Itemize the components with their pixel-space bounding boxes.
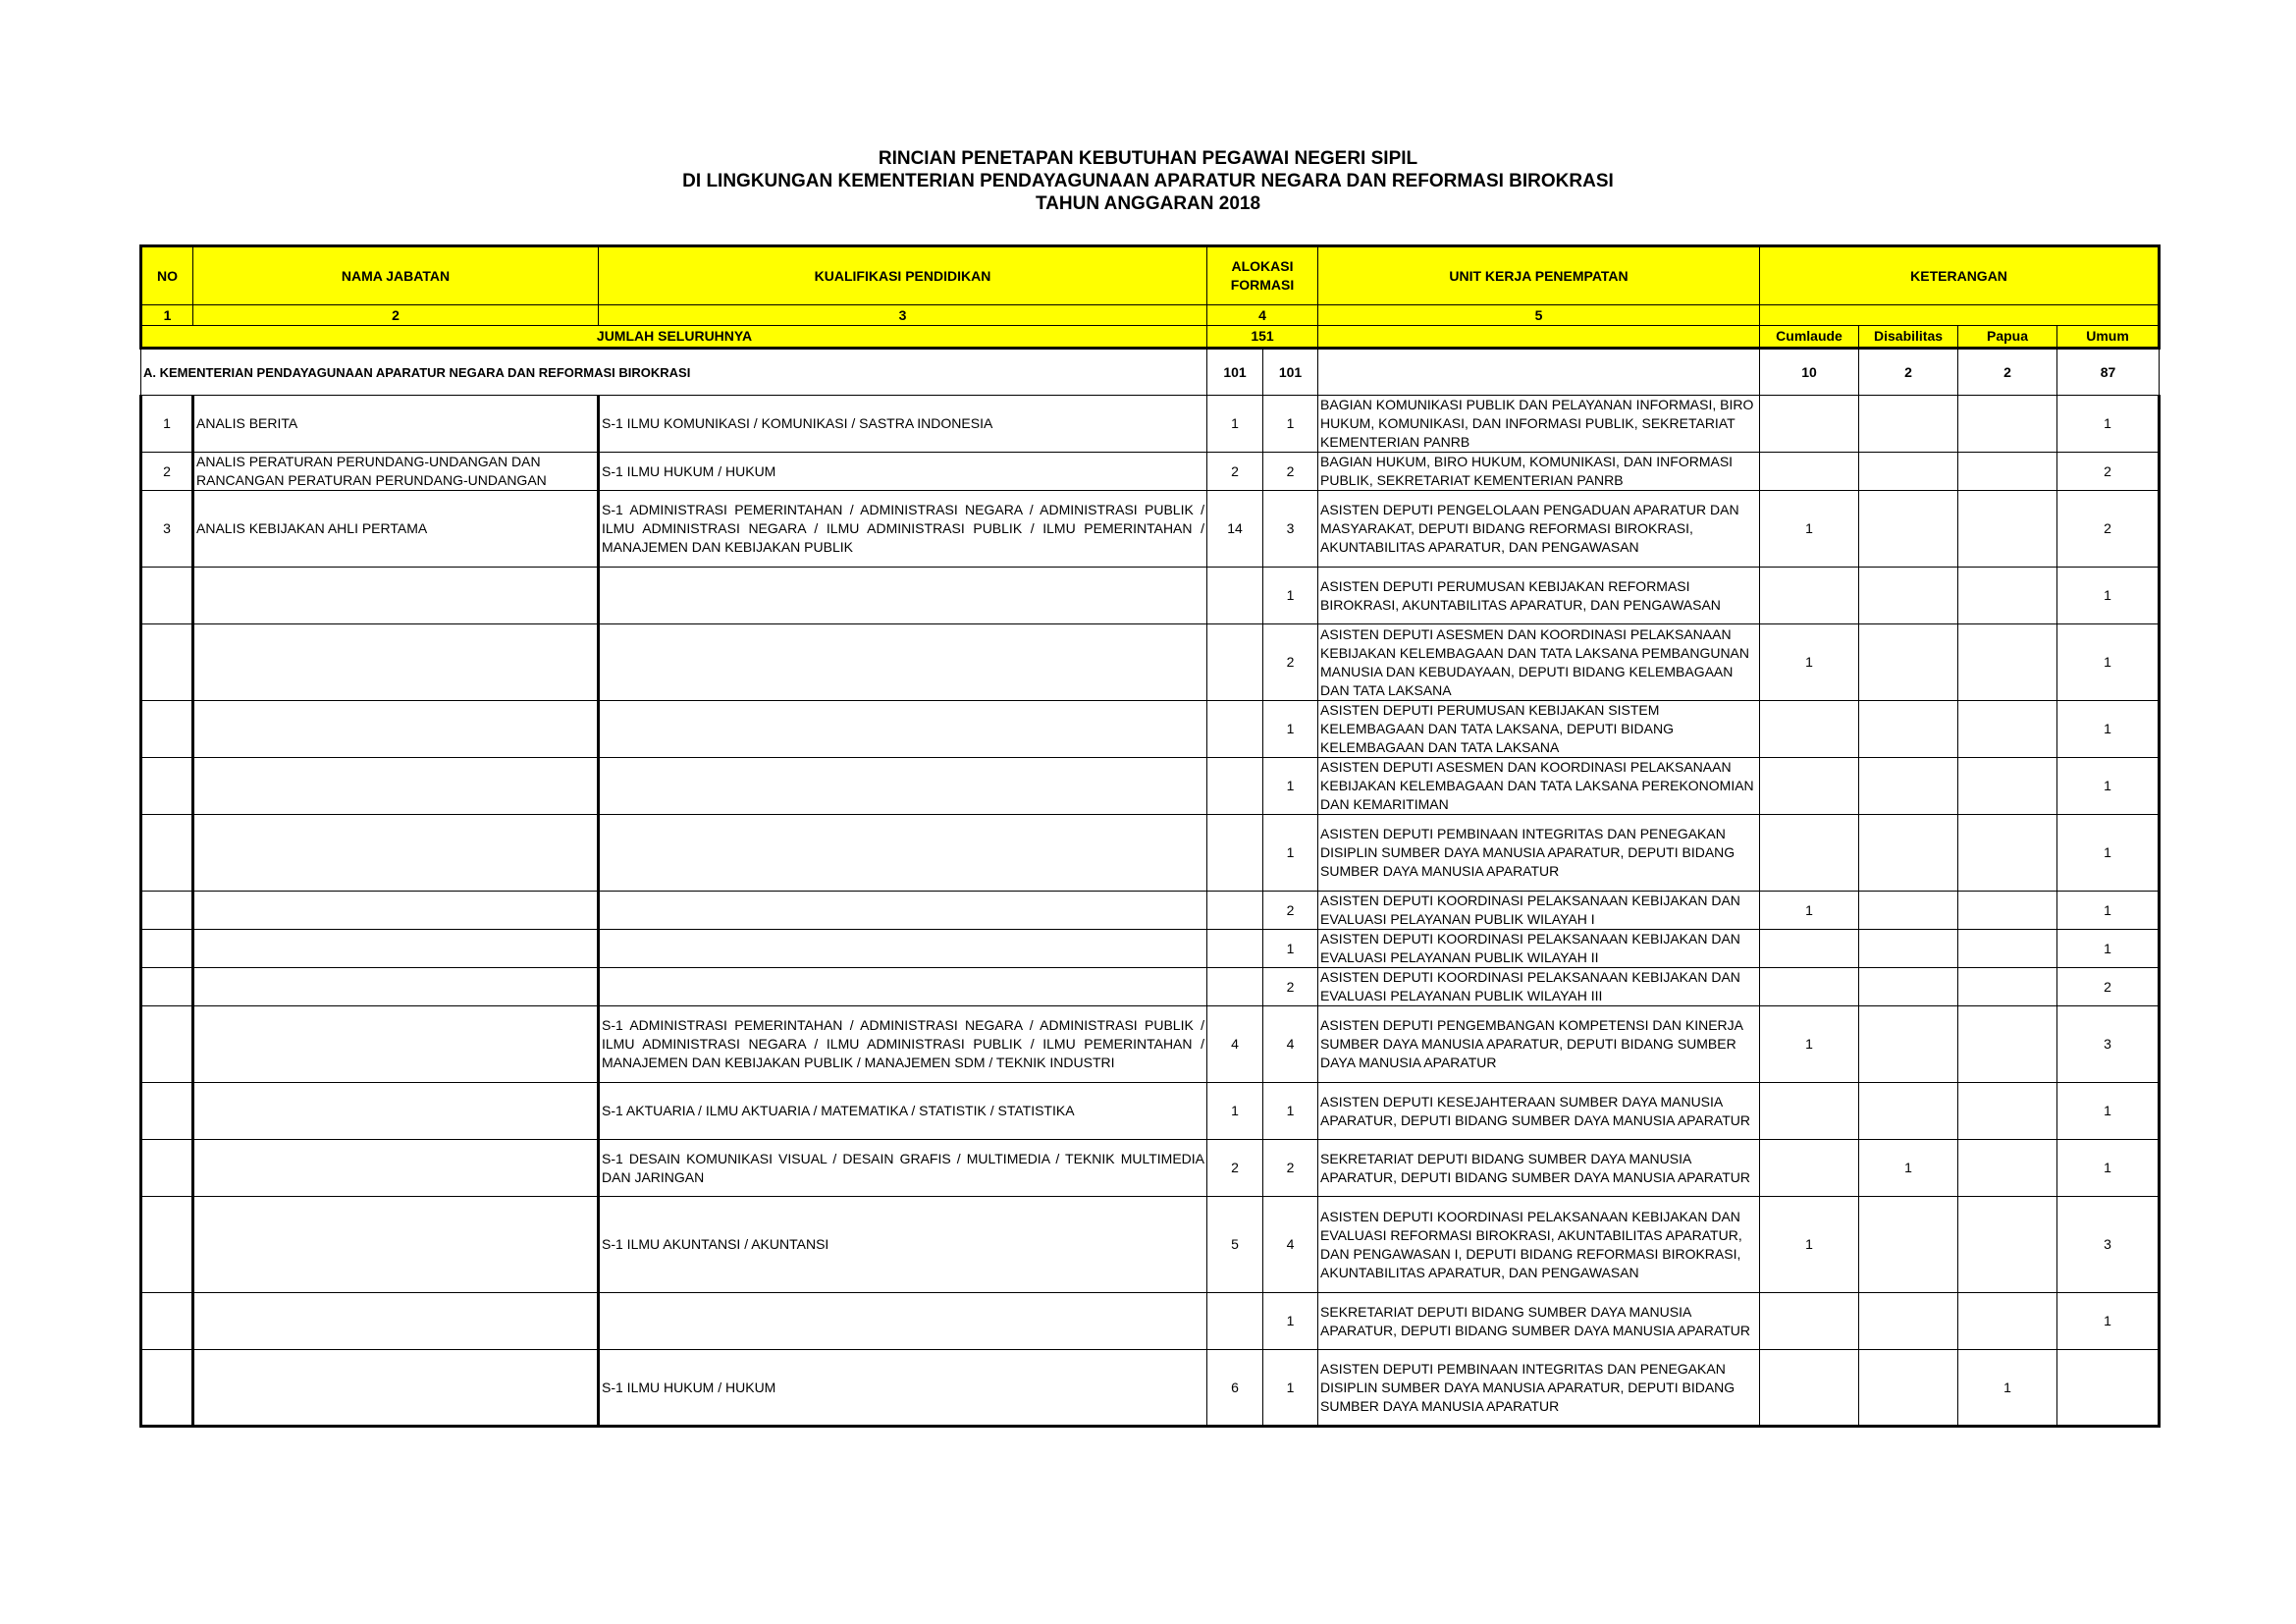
row-cumlaude (1760, 453, 1859, 491)
row-cumlaude: 1 (1760, 1197, 1859, 1293)
numbering-row (141, 305, 2160, 326)
row-umum: 1 (2057, 568, 2160, 624)
section-alokasi-a: 101 (1207, 349, 1263, 396)
row-no (141, 1293, 193, 1350)
row-no (141, 701, 193, 758)
row-papua (1958, 453, 2057, 491)
row-cumlaude: 1 (1760, 892, 1859, 930)
table-row (141, 453, 2160, 491)
col-number-1: 1 (141, 305, 193, 326)
row-alokasi-a: 5 (1207, 1197, 1263, 1293)
row-umum: 1 (2057, 758, 2160, 815)
row-alokasi-a: 6 (1207, 1350, 1263, 1427)
row-no (141, 892, 193, 930)
row-papua (1958, 1197, 2057, 1293)
row-unit-kerja: ASISTEN DEPUTI KOORDINASI PELAKSANAAN KEBIJAKAN DAN EVALUASI PELAYANAN PUBLIK WILAYAH I (1318, 892, 1760, 930)
row-umum: 1 (2057, 1083, 2160, 1140)
row-papua (1958, 1293, 2057, 1350)
row-alokasi-b: 1 (1263, 568, 1318, 624)
row-alokasi-a (1207, 1293, 1263, 1350)
row-disabilitas (1859, 1293, 1958, 1350)
row-no (141, 1006, 193, 1083)
row-no (141, 815, 193, 892)
row-nama-jabatan (193, 1083, 599, 1140)
table-row (141, 815, 2160, 892)
row-unit-kerja: ASISTEN DEPUTI ASESMEN DAN KOORDINASI PELAKSANAAN KEBIJAKAN KELEMBAGAAN DAN TATA LAKSANA PEREKONOMIAN DAN KEMARITIMAN (1318, 758, 1760, 815)
row-alokasi-a: 2 (1207, 453, 1263, 491)
section-cumlaude: 10 (1760, 349, 1859, 396)
row-nama-jabatan: ANALIS KEBIJAKAN AHLI PERTAMA (193, 491, 599, 568)
header-keterangan: KETERANGAN (1760, 246, 2160, 305)
row-alokasi-a: 14 (1207, 491, 1263, 568)
row-kualifikasi: S-1 ILMU HUKUM / HUKUM (599, 453, 1207, 491)
row-umum: 2 (2057, 968, 2160, 1006)
header-alokasi: ALOKASI FORMASI (1207, 246, 1318, 305)
row-disabilitas: 1 (1859, 1140, 1958, 1197)
row-alokasi-b: 2 (1263, 624, 1318, 701)
row-unit-kerja: ASISTEN DEPUTI KOORDINASI PELAKSANAAN KEBIJAKAN DAN EVALUASI PELAYANAN PUBLIK WILAYAH III (1318, 968, 1760, 1006)
row-kualifikasi: S-1 ILMU KOMUNIKASI / KOMUNIKASI / SASTRA INDONESIA (599, 396, 1207, 453)
section-disabilitas: 2 (1859, 349, 1958, 396)
row-kualifikasi: S-1 ADMINISTRASI PEMERINTAHAN / ADMINISTRASI NEGARA / ADMINISTRASI PUBLIK / ILMU ADMINISTRASI NEGARA / ILMU ADMINISTRASI PUBLIK / ILMU PEMERINTAHAN / MANAJEMEN DAN KEBIJAKAN PUBLIK (599, 491, 1207, 568)
row-kualifikasi: S-1 ILMU AKUNTANSI / AKUNTANSI (599, 1197, 1207, 1293)
table-row (141, 968, 2160, 1006)
row-unit-kerja: ASISTEN DEPUTI KOORDINASI PELAKSANAAN KEBIJAKAN DAN EVALUASI PELAYANAN PUBLIK WILAYAH II (1318, 930, 1760, 968)
row-cumlaude (1760, 1140, 1859, 1197)
row-nama-jabatan (193, 1006, 599, 1083)
row-cumlaude: 1 (1760, 624, 1859, 701)
row-alokasi-b: 3 (1263, 491, 1318, 568)
row-nama-jabatan: ANALIS BERITA (193, 396, 599, 453)
row-kualifikasi (599, 930, 1207, 968)
row-alokasi-b: 1 (1263, 930, 1318, 968)
header-unit-kerja: UNIT KERJA PENEMPATAN (1318, 246, 1760, 305)
row-unit-kerja: ASISTEN DEPUTI PENGELOLAAN PENGADUAN APARATUR DAN MASYARAKAT, DEPUTI BIDANG REFORMASI BIROKRASI, AKUNTABILITAS APARATUR, DAN PENGAWASAN (1318, 491, 1760, 568)
row-disabilitas (1859, 968, 1958, 1006)
row-alokasi-a (1207, 568, 1263, 624)
row-papua (1958, 396, 2057, 453)
row-kualifikasi (599, 1293, 1207, 1350)
row-nama-jabatan (193, 1140, 599, 1197)
row-no (141, 930, 193, 968)
row-no (141, 624, 193, 701)
header-no: NO (141, 246, 193, 305)
row-no (141, 1083, 193, 1140)
row-unit-kerja: ASISTEN DEPUTI PERUMUSAN KEBIJAKAN REFORMASI BIROKRASI, AKUNTABILITAS APARATUR, DAN PENGAWASAN (1318, 568, 1760, 624)
row-alokasi-b: 2 (1263, 453, 1318, 491)
row-papua (1958, 892, 2057, 930)
row-unit-kerja: ASISTEN DEPUTI ASESMEN DAN KOORDINASI PELAKSANAAN KEBIJAKAN KELEMBAGAAN DAN TATA LAKSANA PEMBANGUNAN MANUSIA DAN KEBUDAYAAN, DEPUTI BIDANG KELEMBAGAAN DAN TATA LAKSANA (1318, 624, 1760, 701)
row-disabilitas (1859, 453, 1958, 491)
row-nama-jabatan (193, 815, 599, 892)
row-nama-jabatan (193, 968, 599, 1006)
row-disabilitas (1859, 815, 1958, 892)
row-kualifikasi (599, 892, 1207, 930)
document-title (0, 147, 2296, 215)
table-row (141, 491, 2160, 568)
row-unit-kerja: ASISTEN DEPUTI KESEJAHTERAAN SUMBER DAYA MANUSIA APARATUR, DEPUTI BIDANG SUMBER DAYA MANUSIA APARATUR (1318, 1083, 1760, 1140)
row-disabilitas (1859, 624, 1958, 701)
row-cumlaude (1760, 568, 1859, 624)
row-alokasi-a: 1 (1207, 1083, 1263, 1140)
row-cumlaude: 1 (1760, 491, 1859, 568)
row-disabilitas (1859, 1350, 1958, 1427)
row-disabilitas (1859, 1083, 1958, 1140)
row-disabilitas (1859, 396, 1958, 453)
row-papua (1958, 624, 2057, 701)
row-alokasi-a (1207, 968, 1263, 1006)
row-cumlaude (1760, 758, 1859, 815)
row-umum: 1 (2057, 624, 2160, 701)
row-unit-kerja: BAGIAN HUKUM, BIRO HUKUM, KOMUNIKASI, DAN INFORMASI PUBLIK, SEKRETARIAT KEMENTERIAN PANRB (1318, 453, 1760, 491)
col-number-2: 2 (193, 305, 599, 326)
keterangan-umum: Umum (2057, 326, 2160, 349)
row-nama-jabatan (193, 1293, 599, 1350)
title-line-3: TAHUN ANGGARAN 2018 (1035, 193, 1261, 214)
row-kualifikasi (599, 968, 1207, 1006)
row-kualifikasi (599, 815, 1207, 892)
row-cumlaude (1760, 396, 1859, 453)
row-kualifikasi: S-1 AKTUARIA / ILMU AKTUARIA / MATEMATIKA / STATISTIK / STATISTIKA (599, 1083, 1207, 1140)
row-papua (1958, 930, 2057, 968)
col-number-empty (1760, 305, 2160, 326)
row-no (141, 1140, 193, 1197)
row-alokasi-b: 1 (1263, 1293, 1318, 1350)
row-kualifikasi (599, 758, 1207, 815)
total-empty (1318, 326, 1760, 349)
keterangan-disabilitas: Disabilitas (1859, 326, 1958, 349)
row-umum: 1 (2057, 815, 2160, 892)
row-papua: 1 (1958, 1350, 2057, 1427)
row-unit-kerja: ASISTEN DEPUTI PEMBINAAN INTEGRITAS DAN PENEGAKAN DISIPLIN SUMBER DAYA MANUSIA APARATUR, DEPUTI BIDANG SUMBER DAYA MANUSIA APARATUR (1318, 815, 1760, 892)
row-alokasi-b: 2 (1263, 1140, 1318, 1197)
row-umum: 3 (2057, 1197, 2160, 1293)
row-nama-jabatan (193, 892, 599, 930)
title-line-2: DI LINGKUNGAN KEMENTERIAN PENDAYAGUNAAN APARATUR NEGARA DAN REFORMASI BIROKRASI (682, 171, 1614, 191)
row-disabilitas (1859, 701, 1958, 758)
row-cumlaude (1760, 1350, 1859, 1427)
formation-table (139, 244, 2161, 1428)
table-row (141, 701, 2160, 758)
row-cumlaude: 1 (1760, 1006, 1859, 1083)
row-no: 1 (141, 396, 193, 453)
row-kualifikasi: S-1 ADMINISTRASI PEMERINTAHAN / ADMINISTRASI NEGARA / ADMINISTRASI PUBLIK / ILMU ADMINISTRASI NEGARA / ILMU ADMINISTRASI PUBLIK / ILMU PEMERINTAHAN / MANAJEMEN DAN KEBIJAKAN PUBLIK / MANAJEMEN SDM / TEKNIK INDUSTRI (599, 1006, 1207, 1083)
row-disabilitas (1859, 758, 1958, 815)
header-row (141, 246, 2160, 305)
total-row (141, 326, 2160, 349)
total-label: JUMLAH SELURUHNYA (141, 326, 1207, 349)
row-disabilitas (1859, 491, 1958, 568)
section-papua: 2 (1958, 349, 2057, 396)
row-kualifikasi (599, 701, 1207, 758)
keterangan-papua: Papua (1958, 326, 2057, 349)
row-unit-kerja: ASISTEN DEPUTI PERUMUSAN KEBIJAKAN SISTEM KELEMBAGAAN DAN TATA LAKSANA, DEPUTI BIDANG KELEMBAGAAN DAN TATA LAKSANA (1318, 701, 1760, 758)
row-disabilitas (1859, 930, 1958, 968)
title-line-1: RINCIAN PENETAPAN KEBUTUHAN PEGAWAI NEGERI SIPIL (878, 148, 1418, 169)
row-papua (1958, 815, 2057, 892)
row-unit-kerja: SEKRETARIAT DEPUTI BIDANG SUMBER DAYA MANUSIA APARATUR, DEPUTI BIDANG SUMBER DAYA MANUSIA APARATUR (1318, 1293, 1760, 1350)
section-label: A. KEMENTERIAN PENDAYAGUNAAN APARATUR NEGARA DAN REFORMASI BIROKRASI (141, 349, 1207, 396)
table-row (141, 1293, 2160, 1350)
row-nama-jabatan (193, 930, 599, 968)
row-cumlaude (1760, 815, 1859, 892)
row-no: 3 (141, 491, 193, 568)
row-papua (1958, 968, 2057, 1006)
row-umum: 1 (2057, 1293, 2160, 1350)
row-umum: 2 (2057, 491, 2160, 568)
row-alokasi-b: 1 (1263, 1350, 1318, 1427)
row-papua (1958, 1083, 2057, 1140)
row-no (141, 1350, 193, 1427)
row-kualifikasi: S-1 DESAIN KOMUNIKASI VISUAL / DESAIN GRAFIS / MULTIMEDIA / TEKNIK MULTIMEDIA DAN JARINGAN (599, 1140, 1207, 1197)
table-row (141, 1140, 2160, 1197)
section-umum: 87 (2057, 349, 2160, 396)
row-umum: 1 (2057, 1140, 2160, 1197)
table-row (141, 1083, 2160, 1140)
row-umum: 1 (2057, 930, 2160, 968)
table-row (141, 624, 2160, 701)
col-number-4: 4 (1207, 305, 1318, 326)
section-alokasi-b: 101 (1263, 349, 1318, 396)
row-no (141, 758, 193, 815)
section-unit-empty (1318, 349, 1760, 396)
row-alokasi-b: 1 (1263, 815, 1318, 892)
row-alokasi-a (1207, 930, 1263, 968)
header-nama-jabatan: NAMA JABATAN (193, 246, 599, 305)
row-unit-kerja: ASISTEN DEPUTI KOORDINASI PELAKSANAAN KEBIJAKAN DAN EVALUASI REFORMASI BIROKRASI, AKUNTABILITAS APARATUR, DAN PENGAWASAN I, DEPUTI BIDANG REFORMASI BIROKRASI, AKUNTABILITAS APARATUR, DAN PENGAWASAN (1318, 1197, 1760, 1293)
row-alokasi-a (1207, 624, 1263, 701)
row-nama-jabatan (193, 1350, 599, 1427)
row-alokasi-a: 2 (1207, 1140, 1263, 1197)
row-cumlaude (1760, 968, 1859, 1006)
row-cumlaude (1760, 1293, 1859, 1350)
row-alokasi-b: 4 (1263, 1006, 1318, 1083)
row-alokasi-b: 2 (1263, 892, 1318, 930)
row-alokasi-b: 1 (1263, 1083, 1318, 1140)
row-papua (1958, 701, 2057, 758)
row-disabilitas (1859, 892, 1958, 930)
table-row (141, 568, 2160, 624)
row-umum (2057, 1350, 2160, 1427)
row-cumlaude (1760, 1083, 1859, 1140)
row-alokasi-a: 1 (1207, 396, 1263, 453)
row-no (141, 968, 193, 1006)
row-alokasi-b: 4 (1263, 1197, 1318, 1293)
total-value: 151 (1207, 326, 1318, 349)
row-papua (1958, 758, 2057, 815)
row-umum: 3 (2057, 1006, 2160, 1083)
row-cumlaude (1760, 930, 1859, 968)
table-row (141, 758, 2160, 815)
row-unit-kerja: ASISTEN DEPUTI PENGEMBANGAN KOMPETENSI DAN KINERJA SUMBER DAYA MANUSIA APARATUR, DEPUTI BIDANG SUMBER DAYA MANUSIA APARATUR (1318, 1006, 1760, 1083)
row-nama-jabatan: ANALIS PERATURAN PERUNDANG-UNDANGAN DAN RANCANGAN PERATURAN PERUNDANG-UNDANGAN (193, 453, 599, 491)
row-no: 2 (141, 453, 193, 491)
row-alokasi-b: 1 (1263, 396, 1318, 453)
row-nama-jabatan (193, 701, 599, 758)
row-nama-jabatan (193, 1197, 599, 1293)
row-unit-kerja: ASISTEN DEPUTI PEMBINAAN INTEGRITAS DAN PENEGAKAN DISIPLIN SUMBER DAYA MANUSIA APARATUR, DEPUTI BIDANG SUMBER DAYA MANUSIA APARATUR (1318, 1350, 1760, 1427)
row-disabilitas (1859, 1197, 1958, 1293)
row-alokasi-a: 4 (1207, 1006, 1263, 1083)
row-alokasi-a (1207, 701, 1263, 758)
row-kualifikasi (599, 624, 1207, 701)
row-kualifikasi: S-1 ILMU HUKUM / HUKUM (599, 1350, 1207, 1427)
row-nama-jabatan (193, 758, 599, 815)
table-row (141, 1197, 2160, 1293)
row-umum: 1 (2057, 396, 2160, 453)
row-alokasi-a (1207, 892, 1263, 930)
row-no (141, 1197, 193, 1293)
row-disabilitas (1859, 568, 1958, 624)
col-number-5: 5 (1318, 305, 1760, 326)
table-row (141, 396, 2160, 453)
row-nama-jabatan (193, 568, 599, 624)
row-no (141, 568, 193, 624)
table-row (141, 930, 2160, 968)
row-cumlaude (1760, 701, 1859, 758)
row-alokasi-b: 2 (1263, 968, 1318, 1006)
row-alokasi-b: 1 (1263, 701, 1318, 758)
row-alokasi-a (1207, 758, 1263, 815)
header-kualifikasi: KUALIFIKASI PENDIDIKAN (599, 246, 1207, 305)
row-papua (1958, 1006, 2057, 1083)
keterangan-cumlaude: Cumlaude (1760, 326, 1859, 349)
table-row (141, 892, 2160, 930)
section-row (141, 349, 2160, 396)
row-umum: 1 (2057, 701, 2160, 758)
row-alokasi-a (1207, 815, 1263, 892)
row-unit-kerja: BAGIAN KOMUNIKASI PUBLIK DAN PELAYANAN INFORMASI, BIRO HUKUM, KOMUNIKASI, DAN INFORMASI PUBLIK, SEKRETARIAT KEMENTERIAN PANRB (1318, 396, 1760, 453)
row-nama-jabatan (193, 624, 599, 701)
table-row (141, 1006, 2160, 1083)
row-papua (1958, 491, 2057, 568)
row-papua (1958, 1140, 2057, 1197)
row-umum: 1 (2057, 892, 2160, 930)
row-alokasi-b: 1 (1263, 758, 1318, 815)
col-number-3: 3 (599, 305, 1207, 326)
table-row (141, 1350, 2160, 1427)
row-kualifikasi (599, 568, 1207, 624)
row-disabilitas (1859, 1006, 1958, 1083)
row-papua (1958, 568, 2057, 624)
row-umum: 2 (2057, 453, 2160, 491)
row-unit-kerja: SEKRETARIAT DEPUTI BIDANG SUMBER DAYA MANUSIA APARATUR, DEPUTI BIDANG SUMBER DAYA MANUSIA APARATUR (1318, 1140, 1760, 1197)
